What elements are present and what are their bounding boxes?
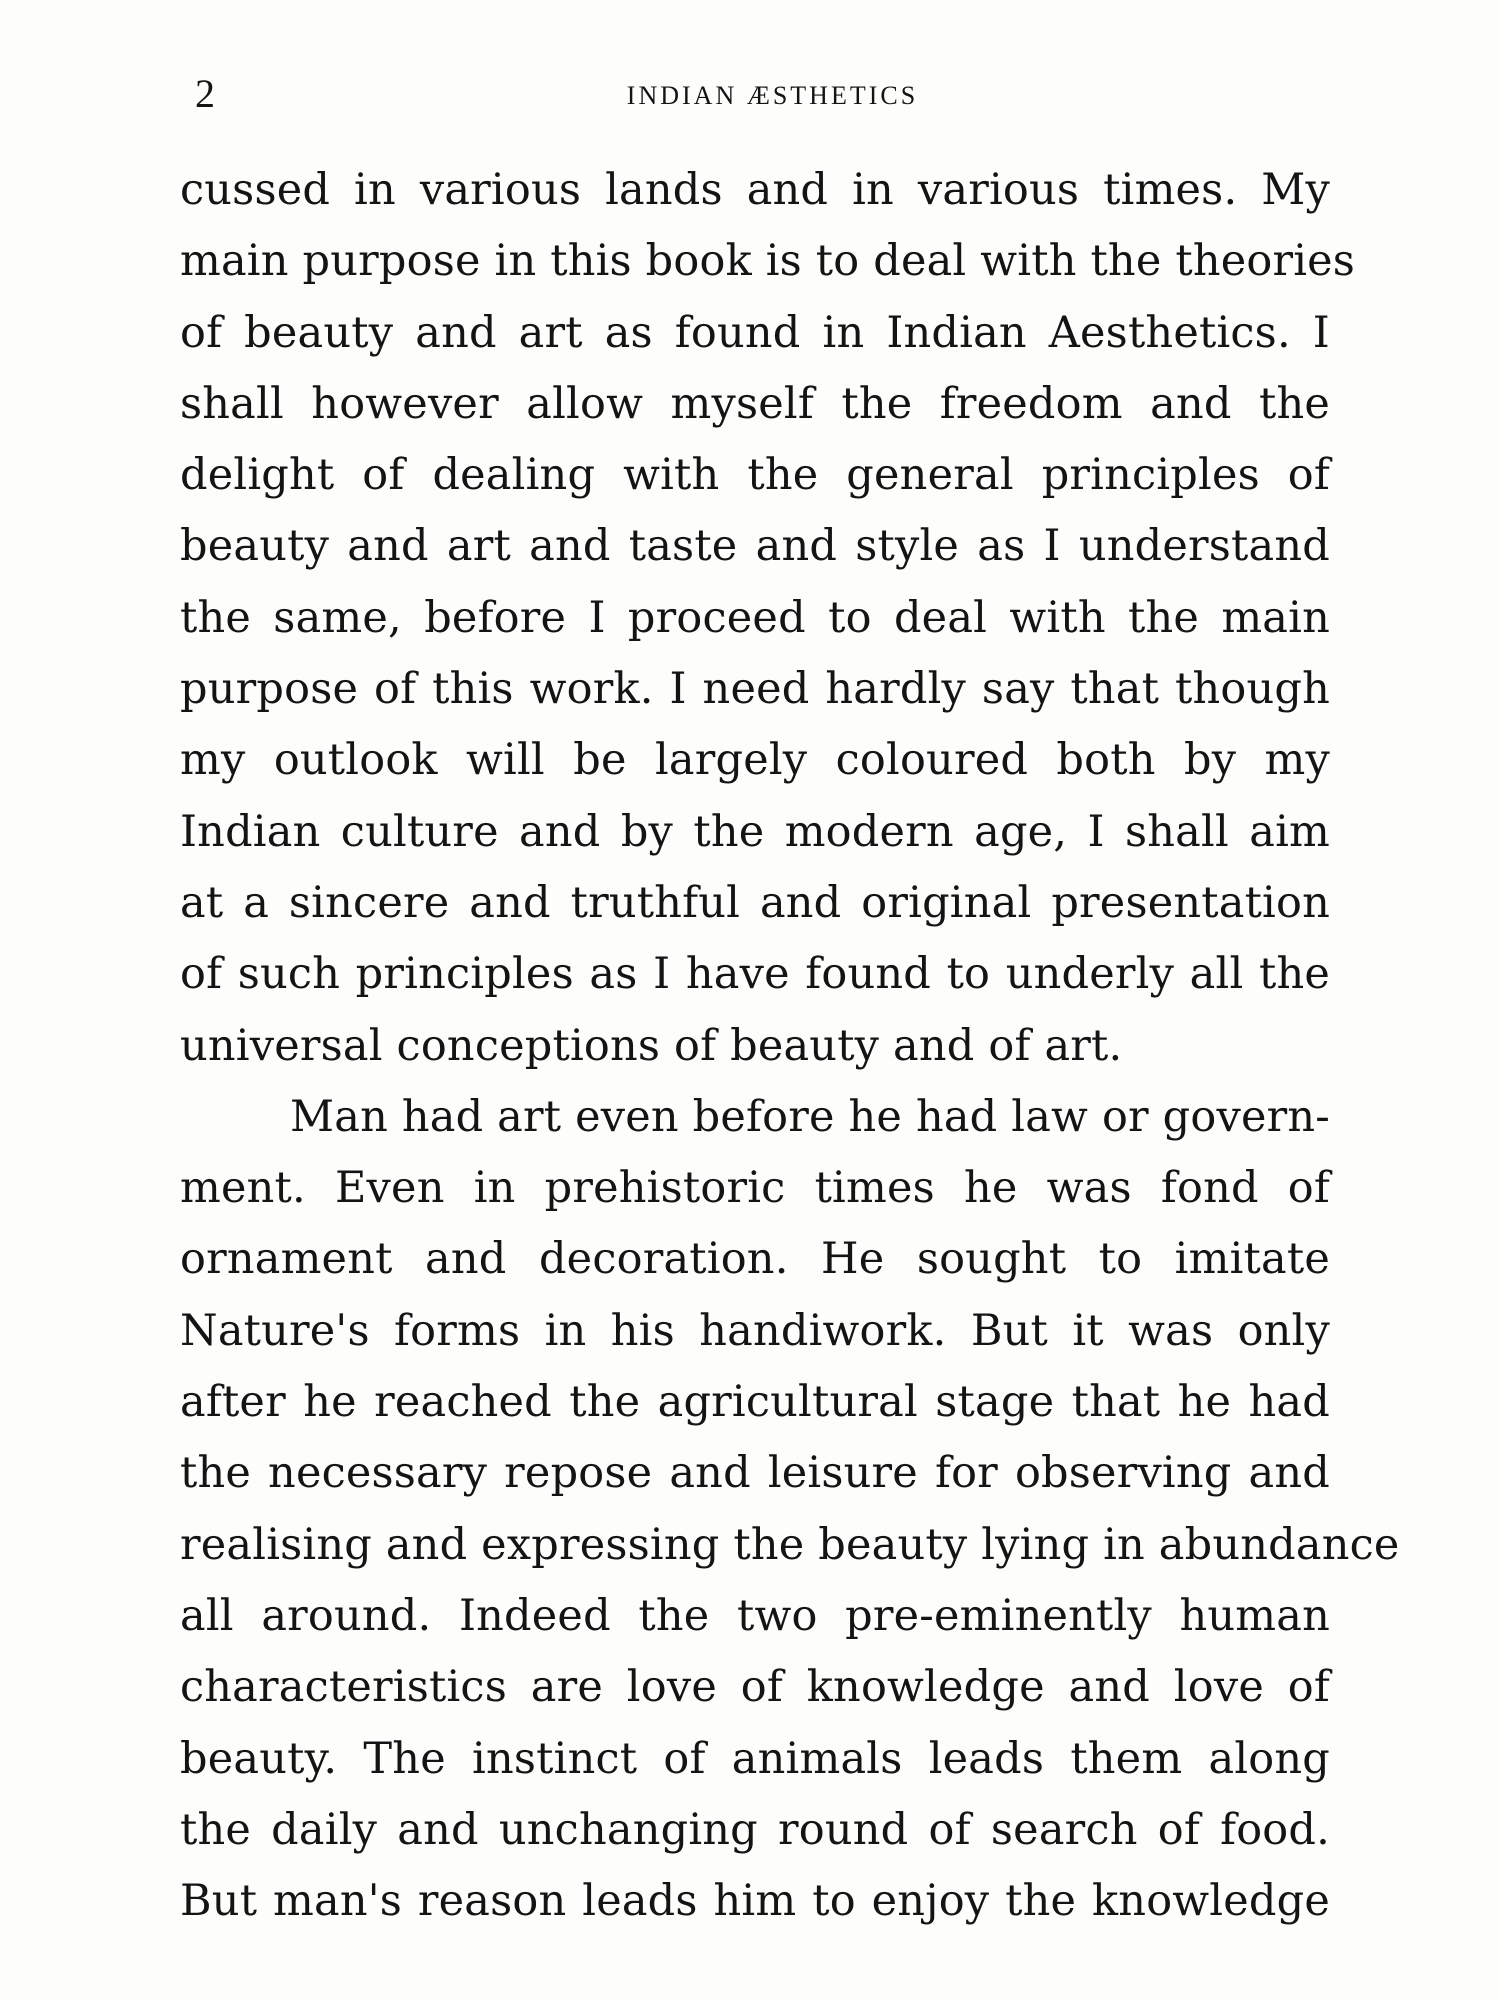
paragraph-2 bbox=[180, 1082, 1400, 1938]
text-line: delight of dealing with the general principles of bbox=[180, 450, 1330, 501]
text-line: of beauty and art as found in Indian Aesthetics. I bbox=[180, 307, 1330, 358]
text-line: purpose of this work. I need hardly say that though bbox=[180, 664, 1330, 715]
text-line: ornament and decoration. He sought to imitate bbox=[180, 1234, 1330, 1285]
text-line: characteristics are love of knowledge and love of bbox=[180, 1662, 1330, 1713]
text-line: ment. Even in prehistoric times he was fond of bbox=[180, 1163, 1330, 1214]
text-line: the necessary repose and leisure for observing and bbox=[180, 1448, 1330, 1499]
text-line: Nature's forms in his handiwork. But it was only bbox=[180, 1305, 1330, 1356]
text-line: shall however allow myself the freedom and the bbox=[180, 378, 1330, 429]
text-line: universal conceptions of beauty and of art. bbox=[180, 1020, 1123, 1071]
text-line: my outlook will be largely coloured both by my bbox=[180, 735, 1330, 786]
text-line: Man had art even before he had law or govern- bbox=[290, 1091, 1330, 1142]
page-number: 2 bbox=[195, 71, 215, 116]
text-line: the daily and unchanging round of search of food. bbox=[180, 1804, 1330, 1855]
text-line: But man's reason leads him to enjoy the knowledge bbox=[180, 1876, 1330, 1927]
text-line: of such principles as I have found to underly all the bbox=[180, 949, 1330, 1000]
text-line: main purpose in this book is to deal with the theories bbox=[180, 236, 1356, 287]
page-header bbox=[195, 72, 1290, 116]
text-line: realising and expressing the beauty lying in abundance bbox=[180, 1519, 1400, 1570]
text-line: beauty and art and taste and style as I understand bbox=[180, 521, 1330, 572]
text-line: cussed in various lands and in various times. My bbox=[180, 165, 1330, 215]
text-line: at a sincere and truthful and original presentation bbox=[180, 877, 1330, 928]
running-title: INDIAN ÆSTHETICS bbox=[626, 81, 919, 110]
paragraph-1 bbox=[180, 155, 1356, 1082]
text-line: after he reached the agricultural stage that he had bbox=[180, 1377, 1330, 1428]
text-line: Indian culture and by the modern age, I shall aim bbox=[180, 806, 1330, 857]
text-line: beauty. The instinct of animals leads them along bbox=[180, 1733, 1330, 1784]
text-line: the same, before I proceed to deal with the main bbox=[180, 592, 1330, 643]
body-text bbox=[180, 155, 1400, 1937]
text-line: all around. Indeed the two pre-eminently human bbox=[180, 1590, 1330, 1641]
